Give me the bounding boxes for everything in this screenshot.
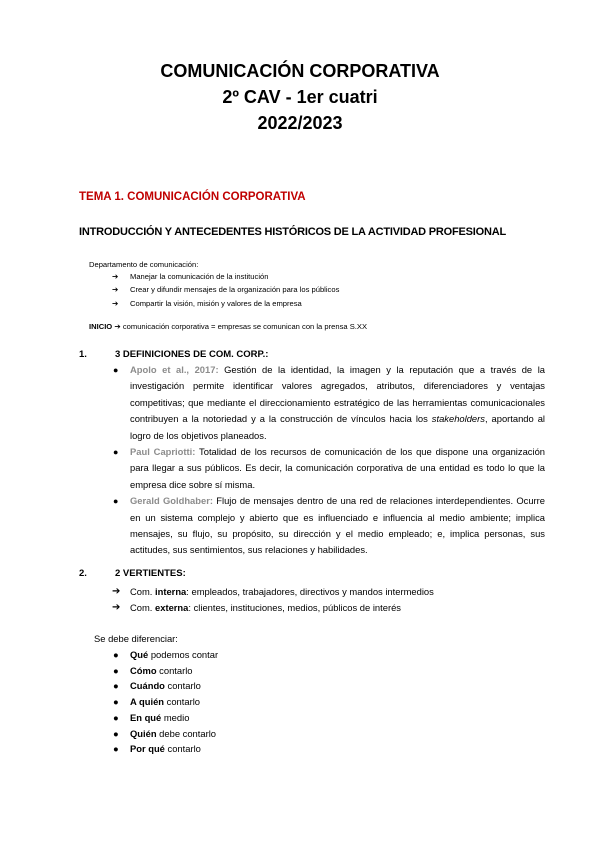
bullet-icon: ●: [113, 680, 119, 692]
bullet-icon: ●: [113, 664, 119, 676]
list-item: ➔ Manejar la comunicación de la institución: [112, 270, 339, 283]
inicio-label: INICIO: [89, 322, 113, 331]
inicio-text: comunicación corporativa = empresas se comunican con la prensa S.XX: [122, 322, 368, 331]
departamento-list: [112, 270, 339, 310]
list-item: ➔ Com. externa: clientes, instituciones, medios, públicos de interés: [112, 600, 434, 616]
section2-heading: 2. 2 VERTIENTES:: [79, 568, 186, 579]
definition-author: Apolo et al., 2017:: [130, 364, 219, 375]
list-item: ➔ Com. interna: empleados, trabajadores, directivos y mandos intermedios: [112, 584, 434, 600]
list-item: ● A quién contarlo: [112, 694, 218, 710]
arrow-icon: ➔: [112, 586, 121, 597]
vertientes-list: [112, 584, 434, 616]
list-item: ● Cuándo contarlo: [112, 678, 218, 694]
definition-author: Gerald Goldhaber:: [130, 495, 213, 507]
section-subheading: INTRODUCCIÓN Y ANTECEDENTES HISTÓRICOS DE LA ACTIVIDAD PROFESIONAL: [79, 226, 507, 238]
arrow-icon: ➔: [112, 285, 119, 295]
list-item: ● Qué podemos contar: [112, 647, 218, 663]
inicio-line: [89, 322, 367, 331]
list-item: ● Cómo contarlo: [112, 663, 218, 679]
list-item: ➔ Compartir la visión, misión y valores de la empresa: [112, 297, 339, 310]
bullet-icon: ●: [113, 743, 119, 755]
diferenciar-title: Se debe diferenciar:: [94, 633, 178, 644]
bullet-icon: ●: [113, 727, 119, 739]
list-item: ● Quién debe contarlo: [112, 726, 218, 742]
diferenciar-list: [112, 647, 218, 757]
course-subtitle: 2º CAV - 1er cuatri: [222, 87, 378, 107]
departamento-title: Departamento de comunicación:: [89, 260, 199, 269]
academic-year: 2022/2023: [257, 113, 343, 133]
definitions-list: [112, 362, 545, 559]
definition-item: ● Apolo et al., 2017: Gestión de la identidad, la imagen y la reputación que a través de la investigación permite identificar valores agregados, atributos, diferenciadores y ventajas competitivas; que mediante el direccionamiento estratégico de las herramientas comunicacionales contribuyen a la notoriedad y a la construcción de vínculos hacia los stakeholders, aportando al logro de los objetivos planeados.: [113, 364, 545, 441]
list-item: ● En qué medio: [112, 710, 218, 726]
list-item: ● Por qué contarlo: [112, 741, 218, 757]
bullet-icon: ●: [113, 365, 119, 375]
document-title: COMUNICACIÓN CORPORATIVA: [160, 61, 440, 81]
arrow-icon: ➔: [114, 322, 121, 331]
list-item: ➔ Crear y difundir mensajes de la organización para los públicos: [112, 283, 339, 296]
tema-heading: TEMA 1. COMUNICACIÓN CORPORATIVA: [79, 191, 306, 203]
arrow-icon: ➔: [112, 272, 119, 281]
section1-heading: 1. 3 DEFINICIONES DE COM. CORP.:: [79, 349, 269, 360]
definition-author: Paul Capriotti:: [130, 446, 196, 458]
definition-item: ● Gerald Goldhaber: Flujo de mensajes dentro de una red de relaciones interdependientes. Ocurre en un sistema complejo y abierto que es influenciado e influencia al medio ambiente; implica mensajes, su flujo, su propósito, su dirección y el medio empleado; e, implica personas, sus actitudes, sus sentimientos, sus relaciones y habilidades.: [113, 495, 545, 556]
bullet-icon: ●: [113, 711, 119, 723]
arrow-icon: ➔: [112, 298, 119, 308]
bullet-icon: ●: [113, 447, 119, 458]
bullet-icon: ●: [113, 696, 119, 708]
bullet-icon: ●: [113, 496, 119, 507]
bullet-icon: ●: [113, 649, 119, 660]
arrow-icon: ➔: [112, 602, 121, 614]
definition-item: ● Paul Capriotti: Totalidad de los recursos de comunicación de los que dispone una organización para llegar a sus públicos. Es decir, la comunicación corporativa de una entidad es todo lo que la empresa dice sobre sí misma.: [113, 446, 545, 490]
